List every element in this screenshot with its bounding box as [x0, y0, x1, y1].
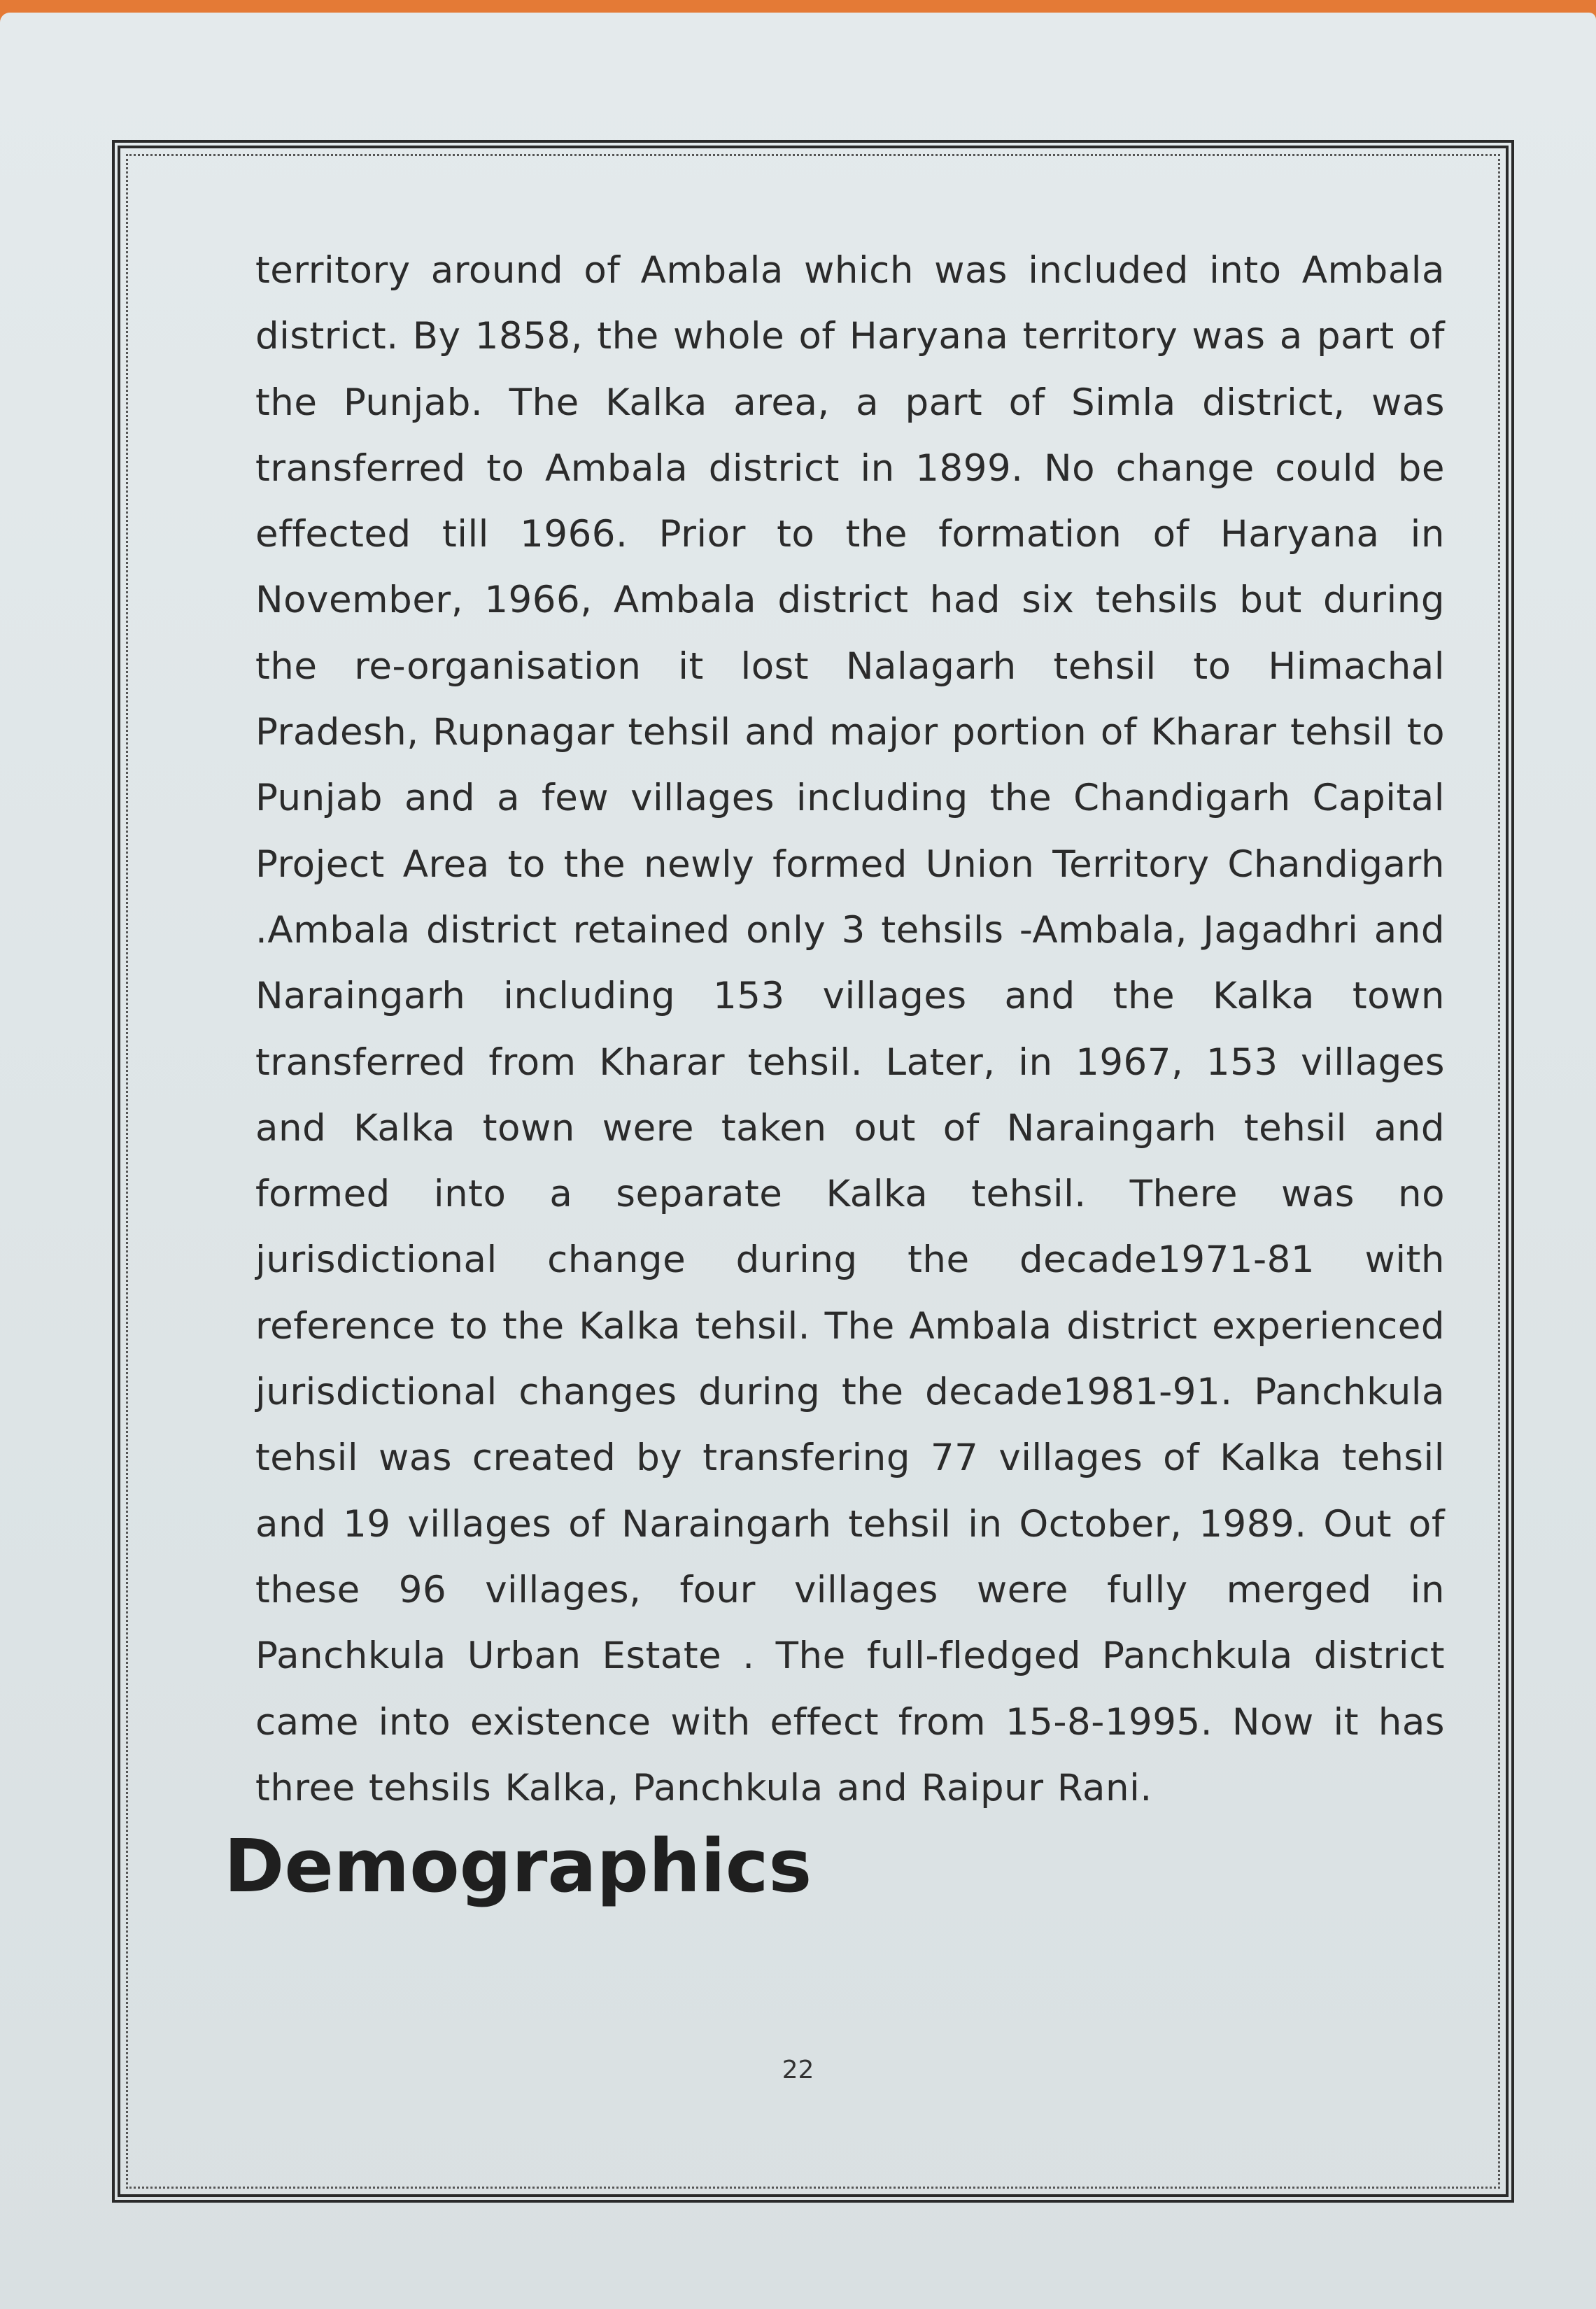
section-heading: Demographics [224, 1823, 812, 1909]
body-paragraph: territory around of Ambala which was included into Ambala district. By 1858, the whole of Haryana territory was a part of the Punjab. The Kalka area, a part of Simla district, was transferred to Ambala district in 1899. No change could be effected till 1966. Prior to the formation of Haryana in November, 1966, Ambala district had six tehsils but during the re-organisation it lost Nalagarh tehsil to Himachal Pradesh, Rupnagar tehsil and major portion of Kharar tehsil to Punjab and a few villages including the Chandigarh Capital Project Area to the newly formed Union Territory Chandigarh .Ambala district retained only 3 tehsils -Ambala, Jagadhri and Naraingarh including 153 villages and the Kalka town transferred from Kharar tehsil. Later, in 1967, 153 villages and Kalka town were taken out of Naraingarh tehsil and formed into a separate Kalka tehsil. There was no jurisdictional change during the decade1971-81 with reference to the Kalka tehsil. The Ambala district experienced jurisdictional changes during the decade1981-91. Panchkula tehsil was created by transfering 77 villages of Kalka tehsil and 19 villages of Naraingarh tehsil in October, 1989. Out of these 96 villages, four villages were fully merged in Panchkula Urban Estate . The full-fledged Panchkula district came into existence with effect from 15-8-1995. Now it has three tehsils Kalka, Panchkula and Raipur Rani. [255, 249, 1445, 1809]
page-number: 22 [782, 2056, 814, 2084]
